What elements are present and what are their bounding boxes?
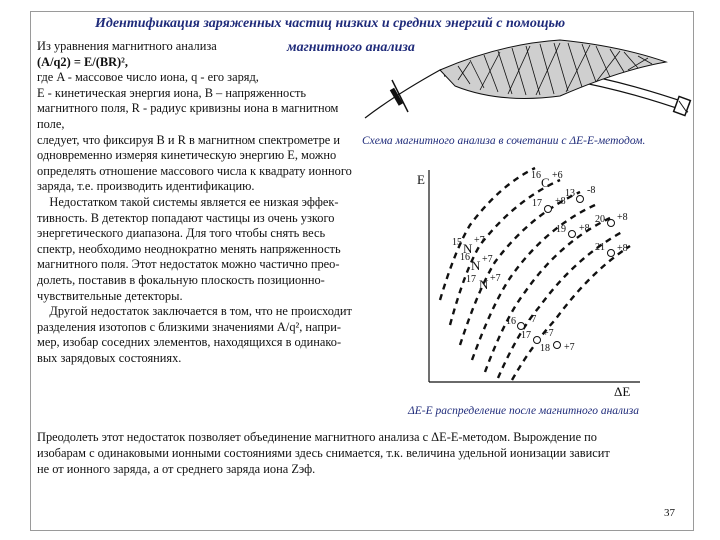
- body-line: спектр, необходимо неоднократно менять напряженность: [37, 241, 341, 256]
- body-line: магнитного поля, R - радиус кривизны иона в магнитном: [37, 101, 339, 116]
- conclusion-line: Преодолеть этот недостаток позволяет объединение магнитного анализа с ΔE-E-методом. Вырождение по: [37, 430, 597, 444]
- svg-text:13: 13: [565, 188, 575, 199]
- page-number: 37: [664, 507, 675, 519]
- svg-text:17: 17: [466, 274, 476, 285]
- body-line: (A/q2) = E/(BR)²,: [37, 54, 128, 69]
- body-line: Другой недостаток заключается в том, что не происходит: [37, 304, 352, 319]
- ion-label-o21: [595, 242, 628, 257]
- ion-label-n16: [460, 252, 493, 273]
- svg-text:17: 17: [532, 198, 542, 209]
- svg-text:-8: -8: [587, 185, 596, 196]
- svg-text:+7: +7: [564, 342, 575, 353]
- ion-label-o18: [540, 342, 575, 355]
- body-line: заряда, т.е. производить идентификацию.: [37, 179, 255, 194]
- body-line: Из уравнения магнитного анализа: [37, 39, 217, 53]
- body-line: долеть, поставив в фокальную плоскость позиционно-: [37, 272, 325, 287]
- conclusion-line: не от ионного заряда, а от среднего заряда иона Zэф.: [37, 461, 316, 476]
- svg-text:20: 20: [595, 214, 605, 225]
- svg-text:C: C: [541, 175, 550, 190]
- svg-text:15: 15: [452, 237, 462, 248]
- body-line: разделения изотопов с близкими значениями A/q², напри-: [37, 319, 341, 334]
- svg-text:+7: +7: [543, 328, 554, 339]
- slide-title-continued: магнитного анализа: [287, 40, 415, 55]
- svg-text:16: 16: [506, 316, 516, 327]
- svg-text:+8: +8: [579, 223, 590, 234]
- distribution-caption: ΔE-E распределение после магнитного анализа: [408, 405, 640, 417]
- svg-text:N: N: [471, 258, 481, 273]
- svg-text:18: 18: [540, 343, 550, 354]
- ion-label-n17: [466, 273, 501, 292]
- svg-text:16: 16: [460, 252, 470, 263]
- svg-text:19: 19: [556, 224, 566, 235]
- svg-text:+6: +6: [552, 170, 563, 181]
- svg-text:+7: +7: [490, 273, 501, 284]
- y-axis-label: E: [417, 172, 425, 187]
- body-line: Недостатком такой системы является ее низкая эффек-: [37, 194, 339, 209]
- svg-text:+7: +7: [474, 235, 485, 246]
- svg-text:16: 16: [531, 170, 541, 181]
- ion-label-o17b: [521, 328, 554, 344]
- body-line: энергетического диапазона. Для того чтобы снять весь: [37, 226, 326, 241]
- svg-text:+8: +8: [617, 243, 628, 254]
- svg-text:+8: +8: [555, 196, 566, 207]
- conclusion-text: [37, 430, 687, 477]
- scheme-caption: Схема магнитного анализа в сочетании с ΔE-E-методом.: [362, 135, 646, 147]
- svg-text:N: N: [479, 277, 489, 292]
- svg-text:-7: -7: [528, 314, 537, 325]
- body-line: вых зарядовых состояниях.: [37, 350, 182, 365]
- ion-label-o19: [556, 223, 590, 238]
- body-line: где A - массовое число иона, q - его заряд,: [37, 70, 259, 85]
- body-line: мер, изобар соседних элементов, находящихся в одинако-: [37, 335, 342, 350]
- svg-text:+8: +8: [617, 212, 628, 223]
- svg-text:N: N: [463, 241, 473, 256]
- body-line: поле,: [37, 116, 65, 131]
- svg-text:+7: +7: [482, 254, 493, 265]
- body-line: одновременно измеряя кинетическую энергию E, можно: [37, 148, 337, 163]
- ion-label-o16: [506, 314, 536, 330]
- body-line: чувствительные детекторы.: [37, 288, 183, 303]
- body-line: E - кинетическая энергия иона, B – напряженность: [37, 85, 307, 100]
- ion-label-o17: [532, 196, 566, 213]
- ion-label-o20: [595, 212, 628, 227]
- conclusion-line: изобарам с одинаковыми ионными состояниями здесь снимается, т.к. величина удельной ионизации зависит: [37, 445, 610, 460]
- svg-text:17: 17: [521, 330, 531, 341]
- body-line: определять отношение массового числа к квадрату ионного: [37, 163, 352, 178]
- x-axis-label: ΔE: [614, 384, 631, 399]
- body-line: тивность. В детектор попадают частицы из очень узкого: [37, 210, 335, 225]
- body-line: следует, что фиксируя B и R в магнитном спектрометре и: [37, 132, 341, 147]
- svg-text:21: 21: [595, 242, 605, 253]
- ion-label-c16: [531, 170, 563, 190]
- ion-label-o13: [565, 185, 595, 203]
- slide-title: Идентификация заряженных частиц низких и средних энергий с помощью: [95, 16, 566, 31]
- body-line: магнитного поля. Этот недостаток можно частично прео-: [37, 257, 340, 272]
